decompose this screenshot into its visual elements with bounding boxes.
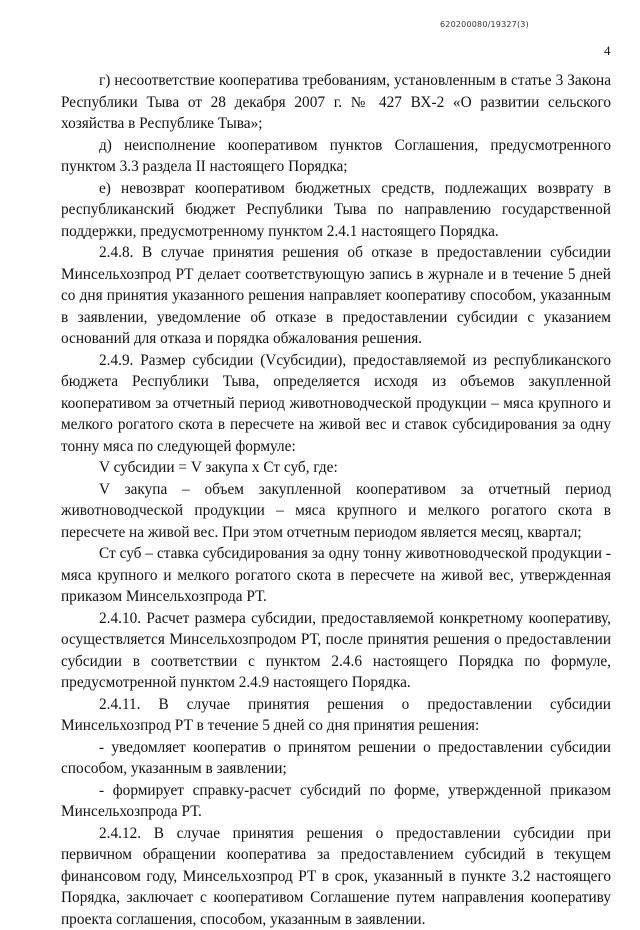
paragraph-2-4-8: 2.4.8. В случае принятия решения об отказе в предоставлении субсидии Минсельхозпрод РТ делает соответствующую запись в журнале и в течение 5 дней со дня принятия указанного решения направляет кооперативу способом, указанным в заявлении, уведомление об отказе в предоставлении субсидии с указанием оснований для отказа и порядка обжалования решения.	[61, 242, 611, 350]
paragraph-clause-g: г) несоответствие кооператива требованиям, установленным в статье 3 Закона Республики Тыва от 28 декабря 2007 г. № 427 ВХ-2 «О развитии сельского хозяйства в Республике Тыва»;	[61, 70, 611, 135]
page-number: 4	[604, 43, 611, 59]
document-id: 620200080/19327(3)	[440, 20, 529, 29]
paragraph-clause-e: е) невозврат кооперативом бюджетных средств, подлежащих возврату в республиканский бюджет Республики Тыва по направлению государственной поддержки, предусмотренному пунктом 2.4.1 настоящего Порядка.	[61, 178, 611, 243]
paragraph-st-sub: Ст суб – ставка субсидирования за одну тонну животноводческой продукции - мяса крупного и мелкого рогатого скота в пересчете на живой вес, утвержденная приказом Минсельхозпрода РТ.	[61, 543, 611, 608]
list-item-notify: - уведомляет кооператив о принятом решении о предоставлении субсидии способом, указанным в заявлении;	[61, 737, 611, 780]
document-body	[61, 70, 611, 930]
paragraph-2-4-9: 2.4.9. Размер субсидии (Vсубсидии), предоставляемой из республиканского бюджета Республики Тыва, определяется исходя из объемов закупленной кооперативом за отчетный период животноводческой продукции – мяса крупного и мелкого рогатого скота в пересчете на живой вес и ставок субсидирования за одну тонну мяса по следующей формуле:	[61, 350, 611, 458]
paragraph-2-4-11: 2.4.11. В случае принятия решения о предоставлении субсидии Минсельхозпрод РТ в течение 5 дней со дня принятия решения:	[61, 694, 611, 737]
formula-line: V субсидии = V закупа х Ст суб, где:	[61, 457, 611, 479]
list-item-form-calc: - формирует справку-расчет субсидий по форме, утвержденной приказом Минсельхозпрода РТ.	[61, 780, 611, 823]
paragraph-clause-d: д) неисполнение кооперативом пунктов Соглашения, предусмотренного пунктом 3.3 раздела II настоящего Порядка;	[61, 135, 611, 178]
paragraph-2-4-12: 2.4.12. В случае принятия решения о предоставлении субсидии при первичном обращении кооператива за предоставлением субсидий в текущем финансовом году, Минсельхозпрод РТ в срок, указанный в пункте 3.2 настоящего Порядка, заключает с кооперативом Соглашение путем направления кооперативу проекта соглашения, способом, указанным в заявлении.	[61, 823, 611, 930]
paragraph-v-zakupa: V закупа – объем закупленной кооперативом за отчетный период животноводческой продукции – мяса крупного и мелкого рогатого скота в пересчете на живой вес. При этом отчетным периодом является месяц, квартал;	[61, 479, 611, 544]
paragraph-2-4-10: 2.4.10. Расчет размера субсидии, предоставляемой конкретному кооперативу, осуществляется Минсельхозпродом РТ, после принятия решения о предоставлении субсидии в соответствии с пунктом 2.4.6 настоящего Порядка по формуле, предусмотренной пунктом 2.4.9 настоящего Порядка.	[61, 608, 611, 694]
